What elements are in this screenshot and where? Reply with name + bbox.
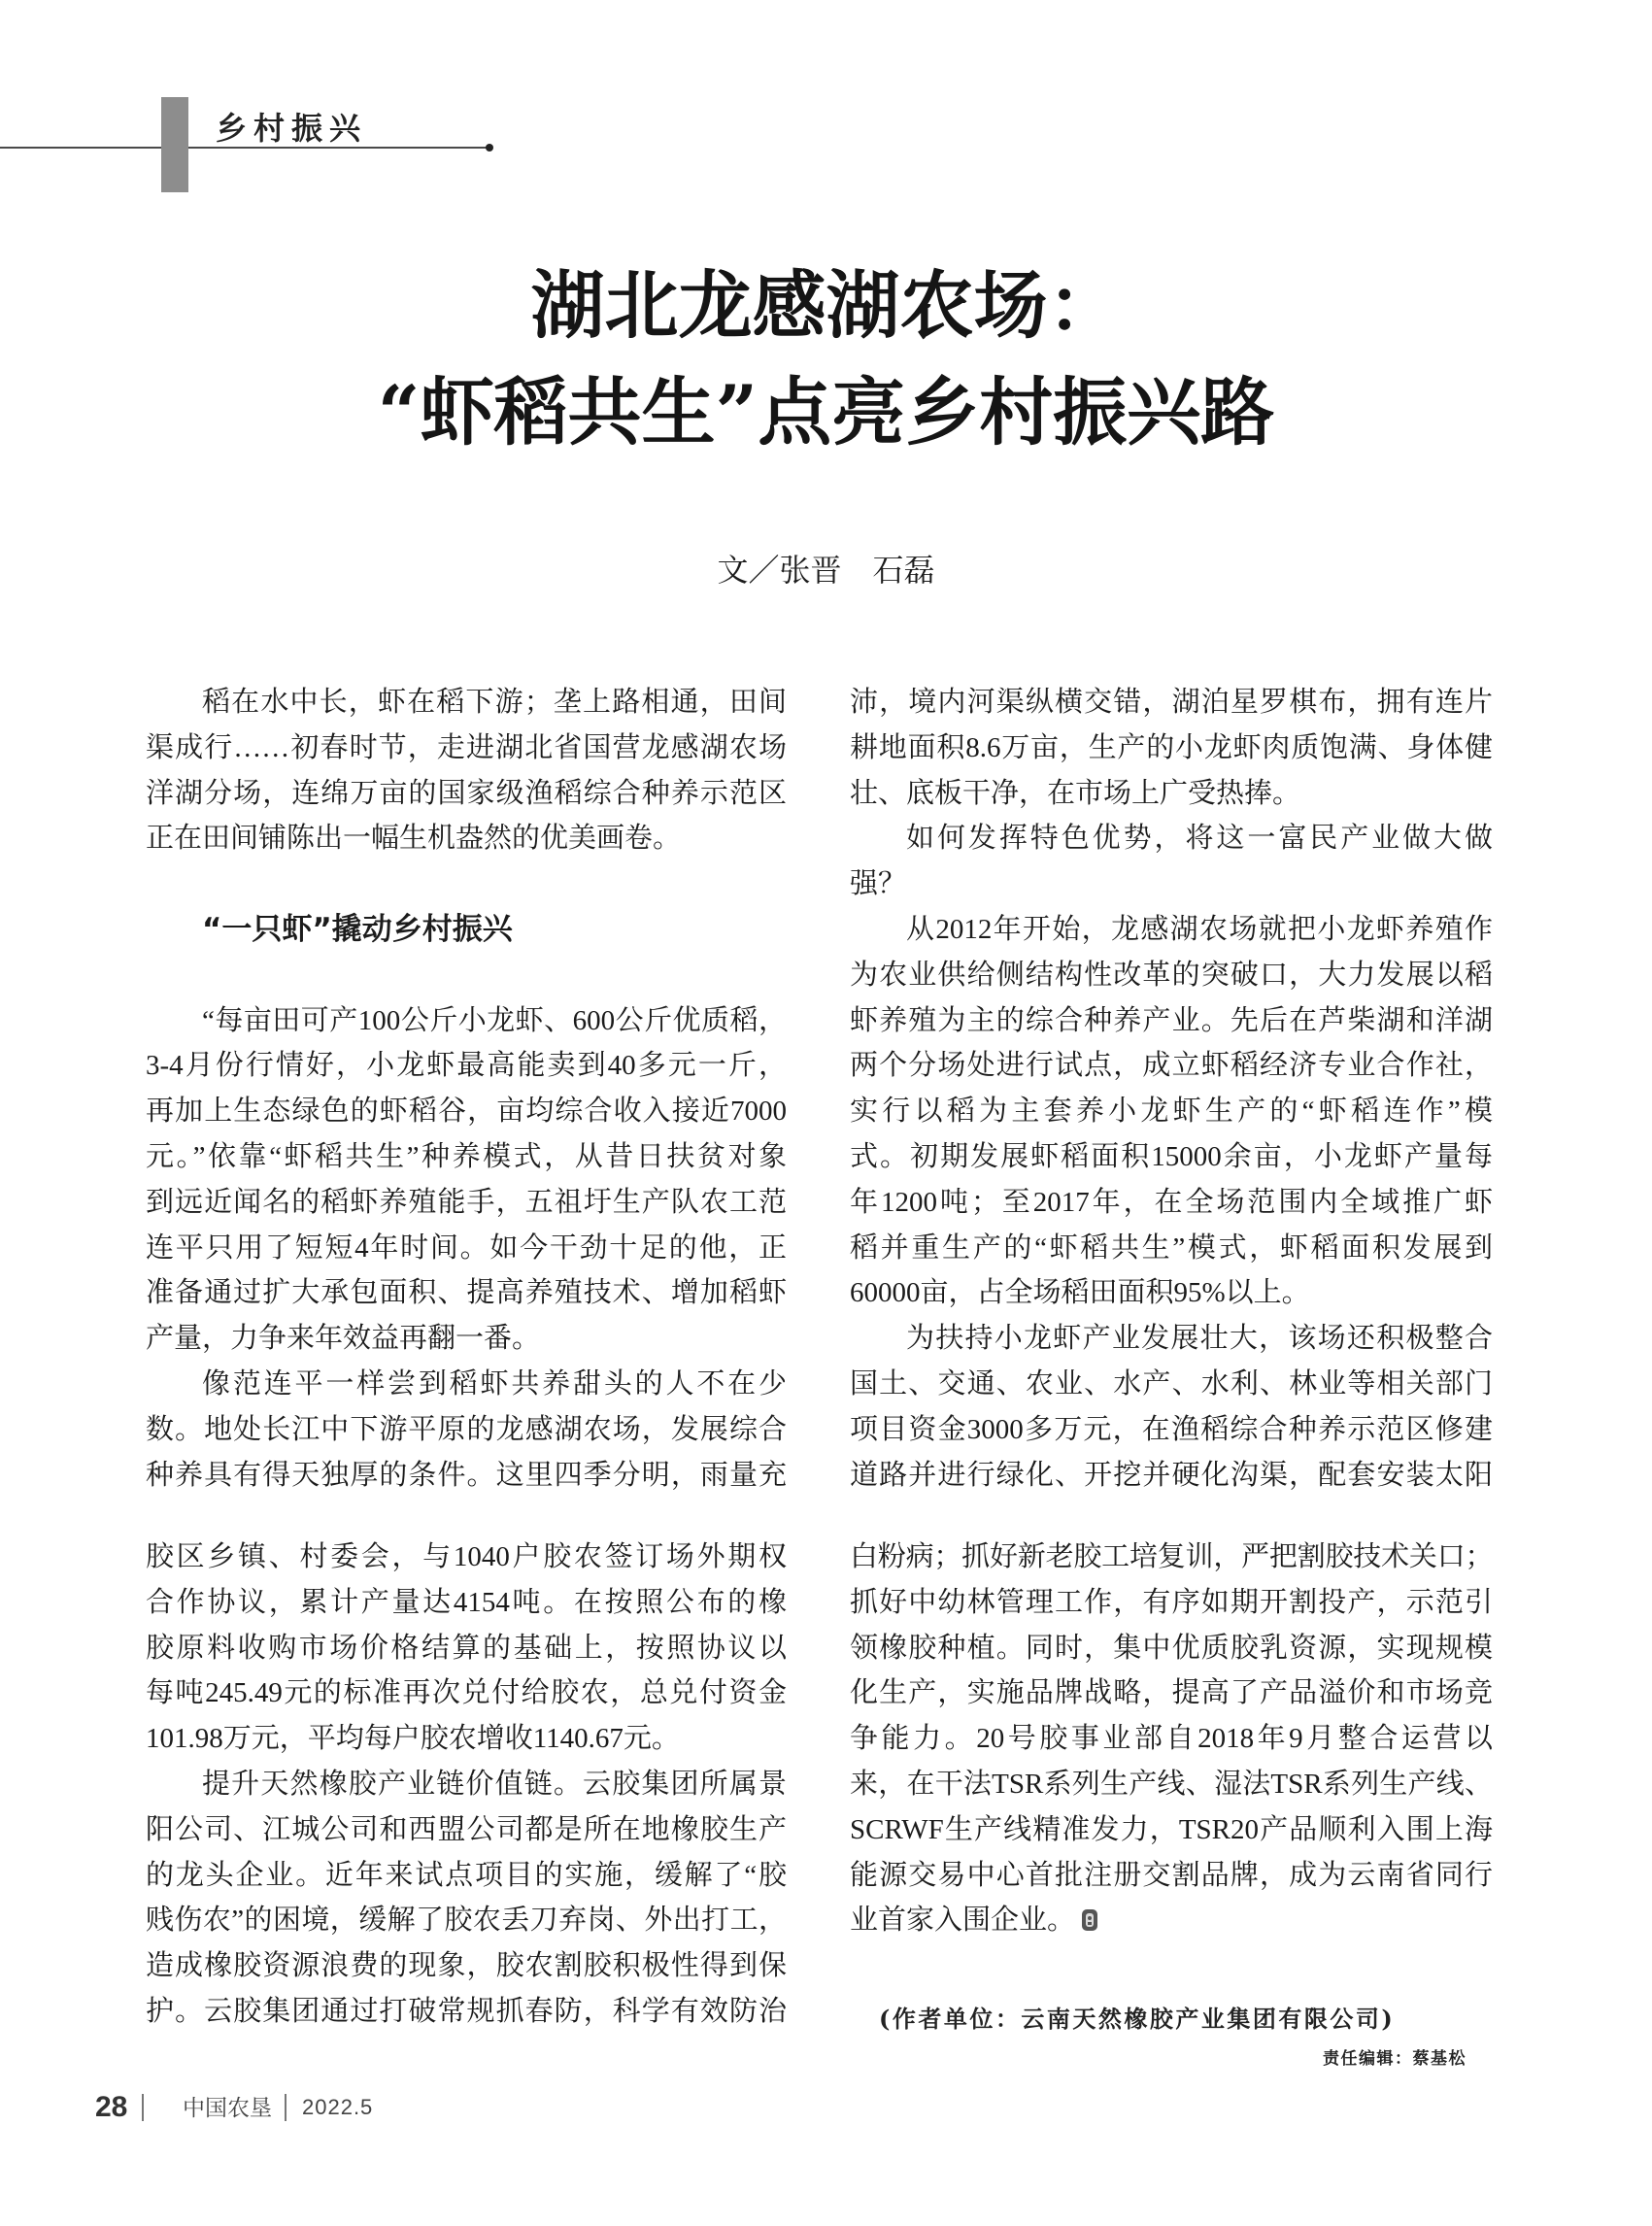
text-line-content: SCRWF生产线精准发力，TSR20产品顺利入围上海: [850, 1813, 1493, 1845]
section-label: 乡村振兴: [216, 110, 368, 147]
text-line-content: 为农业供给侧结构性改革的突破口，大力发展以稻: [850, 959, 1493, 991]
text-line: [146, 1453, 787, 1499]
text-line-content: 白粉病；抓好新老胶工培复训，严把割胶技术关口；: [850, 1541, 1493, 1572]
text-line: [850, 725, 1493, 771]
article-title-line-2: “虾稻共生”点亮乡村振兴路: [377, 369, 1275, 455]
header-rule-dot: [486, 144, 493, 152]
text-line-content: 道路并进行绿化、开挖并硬化沟渠，配套安装太阳: [850, 1459, 1493, 1491]
upper-right-column: [850, 680, 1493, 1498]
paragraph: [850, 816, 1493, 907]
paragraph: [146, 1762, 787, 2035]
text-line: [850, 1362, 1493, 1407]
text-line: [146, 1898, 787, 1943]
text-line: [850, 953, 1493, 998]
responsible-editor: 责任编辑：蔡基松: [1323, 2049, 1467, 2069]
text-line: [146, 1043, 787, 1089]
text-line-content: 强？: [850, 868, 907, 900]
text-line-content: 来，在干法TSR系列生产线、湿法TSR系列生产线、: [850, 1768, 1493, 1800]
text-line-content: 能源交易中心首批注册交割品牌，成为云南省同行: [850, 1859, 1493, 1891]
text-line: [850, 1089, 1493, 1134]
text-line: [850, 1580, 1493, 1626]
byline: 文／张晋 石磊: [717, 553, 935, 588]
text-line-content: 提升天然橡胶产业链价值链。云胶集团所属景: [202, 1768, 787, 1800]
text-line: [146, 1989, 787, 2035]
text-line: [850, 816, 1493, 861]
paragraph: [850, 1535, 1493, 1943]
text-line: [146, 1943, 787, 1989]
text-line: [146, 998, 787, 1044]
text-line-content: 正在田间铺陈出一幅生机盎然的优美画卷。: [146, 823, 682, 855]
text-line-content: 业首家入围企业。: [850, 1905, 1076, 1937]
text-line: [850, 1853, 1493, 1899]
text-line-content: 胶原料收购市场价格结算的基础上，按照协议以: [146, 1632, 787, 1664]
text-line: [850, 1670, 1493, 1716]
author-affiliation: (作者单位：云南天然橡胶产业集团有限公司): [879, 2005, 1396, 2033]
text-line: [146, 1580, 787, 1626]
text-line: [146, 1626, 787, 1671]
text-line-content: 壮、底板干净，在市场上广受热捧。: [850, 777, 1301, 809]
text-line: [146, 1535, 787, 1580]
article-title-line-1: 湖北龙感湖农场：: [530, 262, 1122, 349]
text-line-content: 阳公司、江城公司和西盟公司都是所在地橡胶生产: [146, 1813, 787, 1845]
text-line-content: 准备通过扩大承包面积、提高养殖技术、增加稻虾: [146, 1277, 787, 1309]
text-line: [850, 1535, 1493, 1580]
text-line-content: 连平只用了短短4年时间。如今干劲十足的他，正: [146, 1231, 787, 1264]
text-line-content: 两个分场处进行试点，成立虾稻经济专业合作社，: [850, 1050, 1493, 1082]
paragraph: [146, 998, 787, 1362]
text-line-content: 护。云胶集团通过打破常规抓春防，科学有效防治: [146, 1995, 787, 2027]
text-line: [146, 1362, 787, 1407]
text-line-content: 胶区乡镇、村委会，与1040户胶农签订场外期权: [146, 1541, 787, 1572]
paragraph: [850, 680, 1493, 816]
text-line-content: 数。地处长江中下游平原的龙感湖农场，发展综合: [146, 1413, 787, 1445]
text-line-content: 洋湖分场，连绵万亩的国家级渔稻综合种养示范区: [146, 777, 787, 809]
subheading: “一只虾”撬动乡村振兴: [202, 911, 513, 947]
text-line-content: 种养具有得天独厚的条件。这里四季分明，雨量充: [146, 1459, 787, 1491]
text-line: [146, 1270, 787, 1316]
text-line: [146, 771, 787, 817]
text-line-content: 造成橡胶资源浪费的现象，胶农割胶积极性得到保: [146, 1950, 787, 1982]
text-line-content: 渠成行……初春时节，走进湖北省国营龙感湖农场: [146, 731, 787, 763]
text-line: [146, 1670, 787, 1716]
text-line-content: 项目资金3000多万元，在渔稻综合种养示范区修建: [850, 1413, 1493, 1445]
text-line: [850, 1270, 1493, 1316]
text-line-content: 从2012年开始，龙感湖农场就把小龙虾养殖作: [906, 913, 1493, 945]
text-line-content: 再加上生态绿色的虾稻谷，亩均综合收入接近7000: [146, 1096, 787, 1128]
text-line-content: 稻在水中长，虾在稻下游；垄上路相通，田间: [202, 687, 787, 718]
text-line: [146, 680, 787, 725]
lower-left-column: [146, 1535, 787, 2035]
text-line-content: 产量，力争来年效益再翻一番。: [146, 1323, 541, 1355]
paragraph: [146, 680, 787, 861]
text-line: [850, 771, 1493, 817]
text-line: [146, 1134, 787, 1180]
text-line: [850, 680, 1493, 725]
text-line-content: 虾养殖为主的综合种养产业。先后在芦柴湖和洋湖: [850, 1004, 1493, 1036]
paragraph: [850, 1316, 1493, 1498]
text-line: [850, 1226, 1493, 1271]
text-line-content: 每吨245.49元的标准再次兑付给胶农，总兑付资金: [146, 1677, 787, 1709]
text-line-content: 式。初期发展虾稻面积15000余亩，小龙虾产量每: [850, 1140, 1493, 1172]
text-line: [146, 1716, 787, 1762]
end-mark-icon: [1081, 1902, 1098, 1927]
text-line-content: 101.98万元，平均每户胶农增收1140.67元。: [146, 1723, 680, 1755]
text-line-content: 为扶持小龙虾产业发展壮大，该场还积极整合: [906, 1323, 1493, 1355]
text-line: [850, 1716, 1493, 1762]
text-line-content: 60000亩，占全场稻田面积95%以上。: [850, 1277, 1310, 1309]
page-number: 28: [95, 2091, 128, 2123]
text-line: [146, 1407, 787, 1453]
upper-left-column: [146, 680, 787, 1498]
text-line-content: 3-4月份行情好，小龙虾最高能卖到40多元一斤，: [146, 1050, 787, 1082]
text-line: [850, 1762, 1493, 1807]
text-line: [146, 1089, 787, 1134]
text-line: [850, 998, 1493, 1044]
paragraph: [146, 1362, 787, 1498]
text-line-content: 领橡胶种植。同时，集中优质胶乳资源，实现规模: [850, 1632, 1493, 1664]
text-line: [146, 1853, 787, 1899]
text-line: [146, 816, 787, 861]
text-line-content: 化生产，实施品牌战略，提高了产品溢价和市场竞: [850, 1677, 1493, 1709]
magazine-name: 中国农垦: [183, 2095, 272, 2120]
text-line-content: 年1200吨；至2017年，在全场范围内全域推广虾: [850, 1186, 1493, 1218]
text-line: [850, 1407, 1493, 1453]
text-line: [850, 1626, 1493, 1671]
text-line-content: 元。”依靠“虾稻共生”种养模式，从昔日扶贫对象: [146, 1140, 787, 1172]
text-line-content: 沛，境内河渠纵横交错，湖泊星罗棋布，拥有连片: [850, 687, 1493, 718]
text-line-content: 到远近闻名的稻虾养殖能手，五祖圩生产队农工范: [146, 1186, 787, 1218]
text-line-content: 争能力。20号胶事业部自2018年9月整合运营以: [850, 1723, 1493, 1755]
text-line: [146, 1180, 787, 1226]
text-line-content: 像范连平一样尝到稻虾共养甜头的人不在少: [202, 1367, 787, 1400]
text-line-content: 抓好中幼林管理工作，有序如期开割投产，示范引: [850, 1586, 1493, 1618]
text-line: [850, 1180, 1493, 1226]
text-line-content: 的龙头企业。近年来试点项目的实施，缓解了“胶: [146, 1859, 787, 1891]
text-line-content: 如何发挥特色优势，将这一富民产业做大做: [906, 823, 1493, 855]
text-line: [146, 1316, 787, 1362]
text-line: [146, 1226, 787, 1271]
paragraph: [850, 907, 1493, 1316]
text-line: [146, 1762, 787, 1807]
text-line: [850, 861, 1493, 907]
text-line: [850, 1807, 1493, 1853]
footer-separator: [285, 2094, 287, 2121]
lower-right-column: [850, 1535, 1493, 1943]
paragraph: [146, 1535, 787, 1762]
text-line-content: 实行以稻为主套养小龙虾生产的“虾稻连作”模: [850, 1096, 1493, 1128]
text-line: [850, 1898, 1493, 1943]
text-line-content: 合作协议，累计产量达4154吨。在按照公布的橡: [146, 1586, 787, 1618]
footer-separator: [142, 2094, 144, 2121]
text-line: [850, 1043, 1493, 1089]
text-line: [146, 1807, 787, 1853]
text-line: [850, 907, 1493, 953]
issue-number: 2022.5: [302, 2095, 374, 2119]
section-bar: [161, 97, 188, 192]
text-line-content: 国土、交通、农业、水产、水利、林业等相关部门: [850, 1367, 1493, 1400]
text-line-content: 耕地面积8.6万亩，生产的小龙虾肉质饱满、身体健: [850, 731, 1493, 763]
text-line: [850, 1453, 1493, 1499]
text-line: [850, 1134, 1493, 1180]
text-line: [850, 1316, 1493, 1362]
text-line: [146, 725, 787, 771]
text-line-content: 稻并重生产的“虾稻共生”模式，虾稻面积发展到: [850, 1231, 1493, 1264]
text-line-content: 贱伤农”的困境，缓解了胶农丢刀弃岗、外出打工，: [146, 1905, 787, 1937]
text-line-content: “每亩田可产100公斤小龙虾、600公斤优质稻，: [202, 1004, 787, 1036]
